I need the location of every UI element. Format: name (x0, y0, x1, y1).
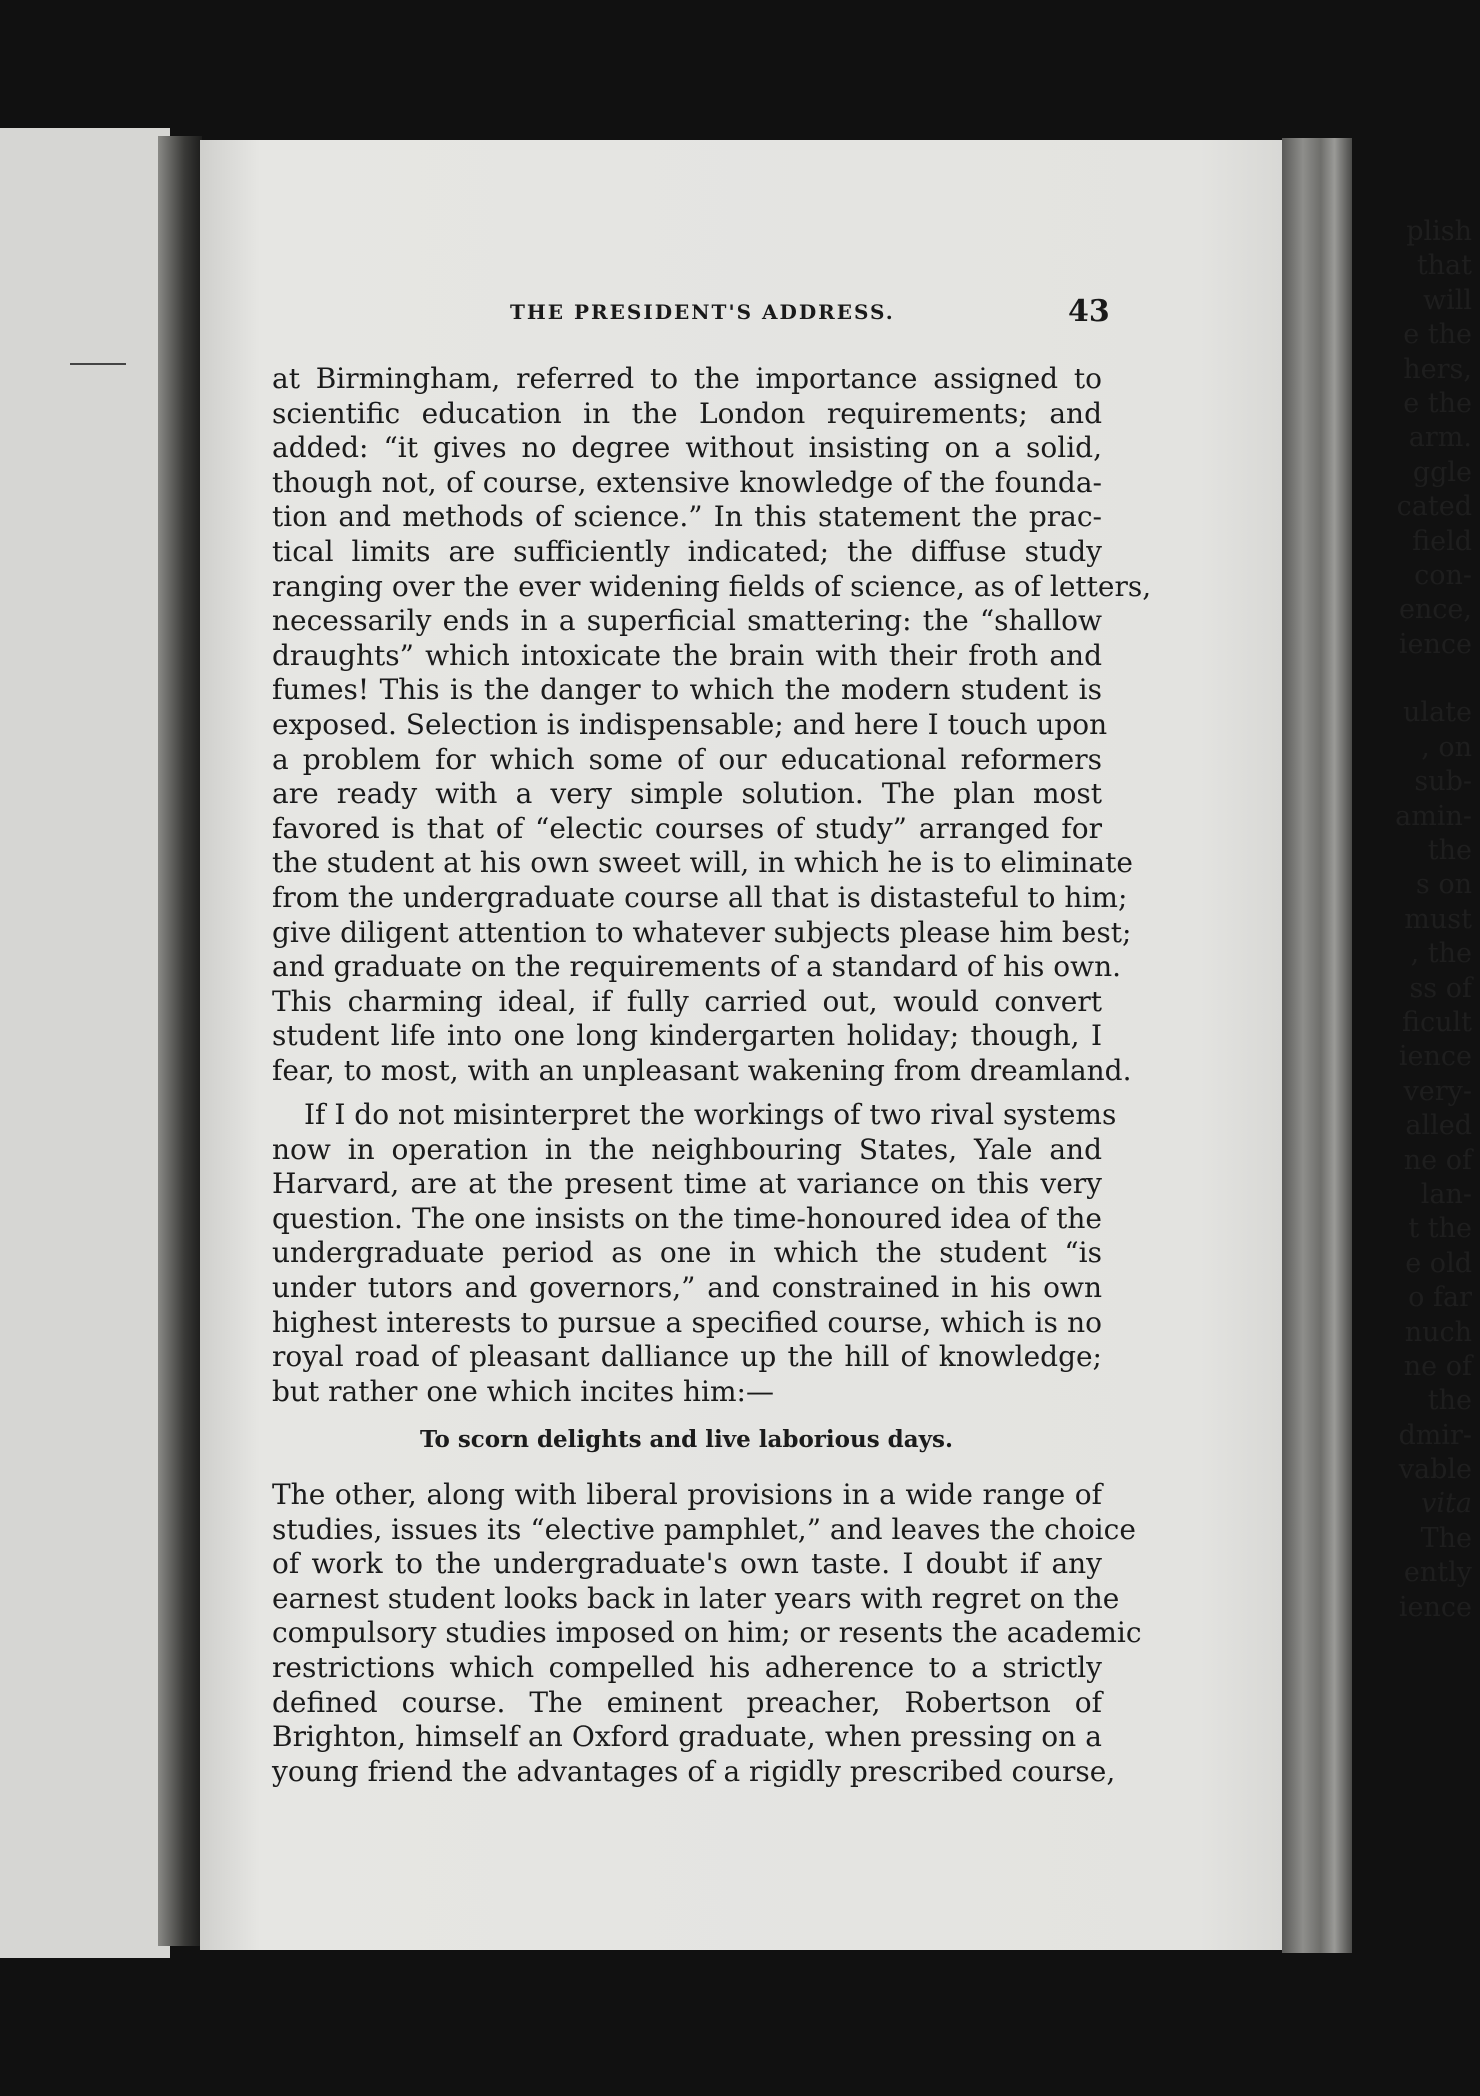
text-line: fear, to most, with an unpleasant wakening from dreamland. (272, 1053, 1132, 1087)
text-line: studies, issues its “elective pamphlet,” and leaves the choice (272, 1512, 1136, 1546)
text-line: a problem for which some of our educational reformers (272, 742, 1102, 776)
facing-page-line: ently (1403, 1557, 1472, 1589)
text-line: The other, along with liberal provisions in a wide range of (272, 1478, 1102, 1511)
facing-page (0, 128, 170, 1958)
facing-page-line: ne of (1403, 1144, 1472, 1176)
facing-page-line: , on (1421, 731, 1472, 763)
paragraph-1 (272, 362, 1152, 1088)
text-line: restrictions which compelled his adherence to a strictly (272, 1650, 1102, 1684)
facing-page-line: e the (1403, 319, 1472, 351)
facing-page-line: , the (1410, 938, 1472, 970)
text-line: are ready with a very simple solution. The plan most (272, 777, 1102, 811)
facing-page-line: ss of (1409, 972, 1472, 1004)
facing-page-line: vable (1398, 1454, 1472, 1486)
facing-page-line: will (1422, 284, 1472, 316)
facing-page-line: field (1412, 525, 1472, 557)
text-line: draughts” which intoxicate the brain with their froth and (272, 638, 1102, 672)
text-line: compulsory studies imposed on him; or resents the academic (272, 1616, 1142, 1650)
facing-page-line: ficult (1401, 1006, 1472, 1038)
facing-page-line: ience (1398, 1591, 1472, 1623)
text-line: student life into one long kindergarten holiday; though, I (272, 1019, 1102, 1053)
page-number: 43 (1068, 294, 1110, 329)
text-line: and graduate on the requirements of a standard of his own. (272, 950, 1121, 984)
facing-page-line: ience (1398, 1041, 1472, 1073)
text-line: Brighton, himself an Oxford graduate, when pressing on a (272, 1720, 1102, 1754)
facing-page-line: very- (1403, 1075, 1472, 1107)
text-line: tical limits are sufficiently indicated; the diffuse study (272, 534, 1102, 568)
text-line: scientific education in the London requirements; and (272, 396, 1102, 430)
text-line: exposed. Selection is indispensable; and here I touch upon (272, 707, 1108, 741)
book-gutter (158, 136, 202, 1946)
facing-page-line: e old (1405, 1247, 1472, 1279)
facing-page-line: ience (1398, 628, 1472, 660)
facing-page-line: nuch (1404, 1316, 1472, 1348)
facing-page-line: the (1427, 835, 1472, 867)
facing-page-line: vita (1421, 1488, 1472, 1520)
text-line: fumes! This is the danger to which the modern student is (272, 673, 1102, 707)
text-line: Harvard, are at the present time at variance on this very (272, 1167, 1102, 1201)
facing-page-line (1395, 662, 1472, 696)
text-line: the student at his own sweet will, in which he is to eliminate (272, 846, 1133, 880)
text-line: added: “it gives no degree without insisting on a solid, (272, 431, 1102, 465)
facing-page-line: The (1420, 1522, 1472, 1554)
facing-page-line: t the (1408, 1213, 1472, 1245)
text-line: question. The one insists on the time-honoured idea of the (272, 1201, 1102, 1235)
page-edges (1282, 138, 1352, 1953)
facing-page-line: ne of (1403, 1350, 1472, 1382)
facing-page-line: arm. (1408, 422, 1472, 454)
text-line: If I do not misinterpret the workings of two rival systems (304, 1098, 1117, 1131)
text-line: now in operation in the neighbouring States, Yale and (272, 1132, 1102, 1166)
text-line: from the undergraduate course all that is distasteful to him; (272, 880, 1128, 914)
facing-page-line: lan- (1420, 1178, 1472, 1210)
facing-page-line: must (1404, 903, 1472, 935)
text-line: favored is that of “electic courses of study” arranged for (272, 811, 1102, 845)
facing-page-line: the (1427, 1385, 1472, 1417)
facing-page-line: amin- (1395, 800, 1472, 832)
paragraph-2 (272, 1098, 1117, 1409)
text-line: undergraduate period as one in which the student “is (272, 1236, 1102, 1270)
text-line: but rather one which incites him:— (272, 1374, 774, 1408)
text-line: royal road of pleasant dalliance up the hill of knowledge; (272, 1340, 1102, 1374)
facing-page-rule (70, 363, 126, 365)
facing-page-text (1395, 215, 1472, 1625)
facing-page-line: hers, (1403, 353, 1472, 385)
facing-page-line: dmir- (1398, 1419, 1472, 1451)
text-line: necessarily ends in a superficial smattering: the “shallow (272, 604, 1102, 638)
facing-page-line: that (1416, 250, 1472, 282)
block-quotation: To scorn delights and live laborious days. (420, 1426, 953, 1453)
text-line: though not, of course, extensive knowledge of the founda- (272, 465, 1102, 499)
facing-page-line: cated (1396, 491, 1472, 523)
text-line: highest interests to pursue a specified course, which is no (272, 1305, 1102, 1339)
text-line: earnest student looks back in later years with regret on the (272, 1581, 1120, 1615)
paragraph-3 (272, 1478, 1142, 1789)
text-line: of work to the undergraduate's own taste. I doubt if any (272, 1547, 1102, 1581)
facing-page-line: ulate (1403, 697, 1472, 729)
facing-page-line: plish (1406, 216, 1472, 247)
running-head: THE PRESIDENT'S ADDRESS. (510, 300, 895, 324)
text-line: at Birmingham, referred to the importance assigned to (272, 362, 1102, 395)
text-line: give diligent attention to whatever subjects please him best; (272, 915, 1132, 949)
text-line: tion and methods of science.” In this statement the prac- (272, 500, 1102, 534)
text-line: defined course. The eminent preacher, Robertson of (272, 1685, 1102, 1719)
facing-page-line: ggle (1412, 456, 1472, 488)
text-line: young friend the advantages of a rigidly prescribed course, (272, 1754, 1116, 1788)
facing-page-line: s on (1415, 869, 1472, 901)
facing-page-line: alled (1405, 1110, 1472, 1142)
facing-page-line: o far (1408, 1282, 1472, 1314)
facing-page-line: con- (1414, 559, 1472, 591)
text-line: under tutors and governors,” and constrained in his own (272, 1270, 1102, 1304)
facing-page-line: sub- (1414, 766, 1472, 798)
facing-page-line: e the (1403, 387, 1472, 419)
text-line: This charming ideal, if fully carried out, would convert (272, 984, 1102, 1018)
facing-page-line: ence, (1398, 594, 1472, 626)
text-line: ranging over the ever widening fields of science, as of letters, (272, 569, 1152, 603)
